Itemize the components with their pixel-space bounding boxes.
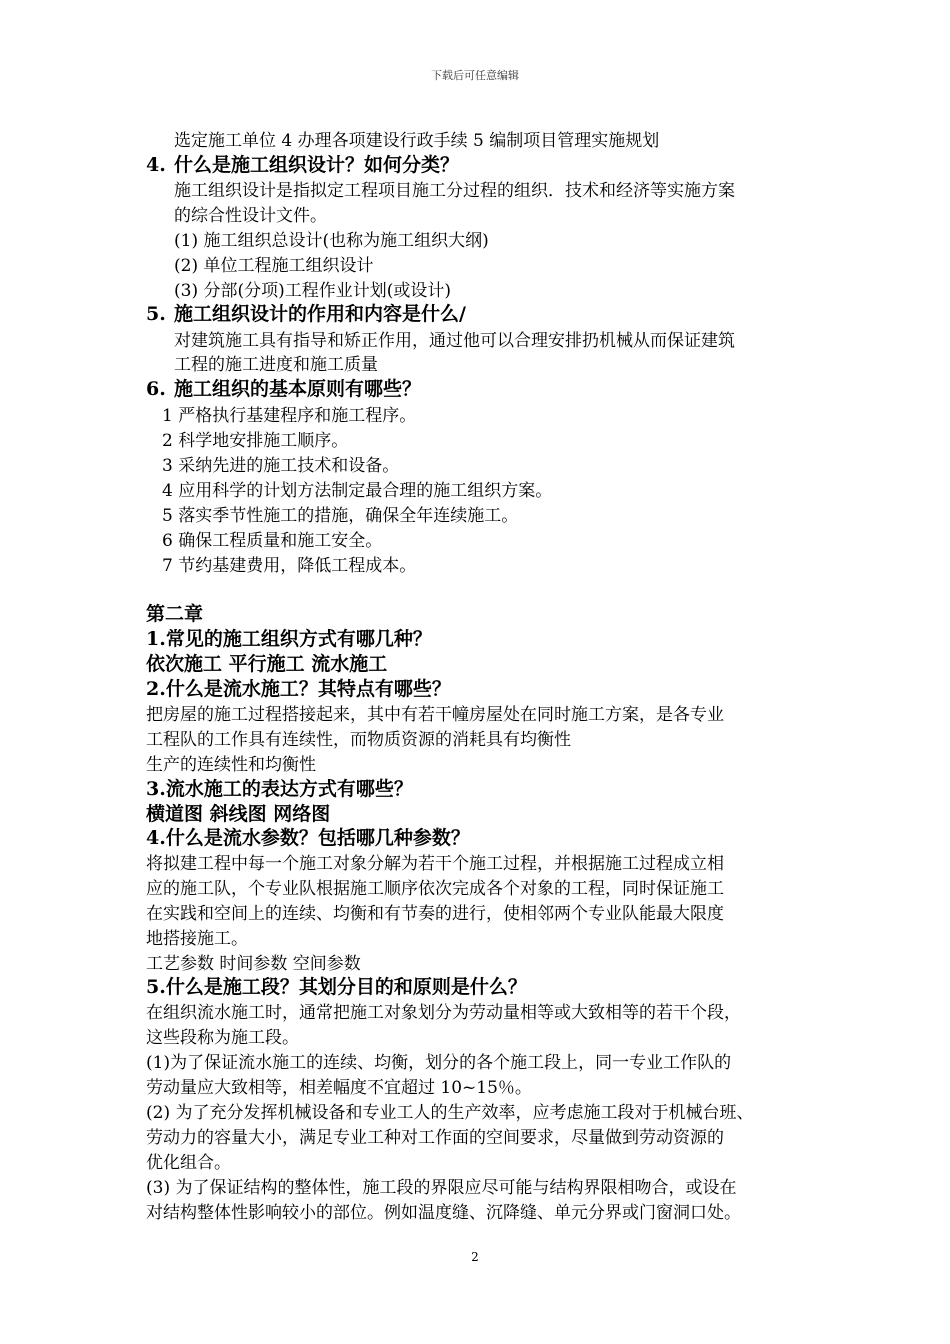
- text-line: [162, 401, 416, 426]
- line-text: 5.什么是施工段？其划分目的和原则是什么？: [146, 976, 527, 998]
- line-text: 横道图 斜线图 网络图: [146, 803, 331, 825]
- list-number: 4.: [146, 154, 166, 176]
- text-line: [162, 501, 518, 526]
- text-line: [162, 426, 348, 451]
- line-text: 6 确保工程质量和施工安全。: [162, 531, 383, 551]
- page-number: 2: [471, 1250, 479, 1264]
- text-line: [174, 126, 659, 151]
- text-line: [162, 451, 399, 476]
- line-text: (1) 施工组织总设计(也称为施工组织大纲): [174, 231, 489, 251]
- line-text: 依次施工 平行施工 流水施工: [146, 653, 388, 675]
- line-text: 施工组织的基本原则有哪些？: [174, 378, 422, 400]
- line-text: (3) 为了保证结构的整体性，施工段的界限应尽可能与结构界限相吻合，或设在: [146, 1178, 737, 1198]
- line-text: 优化组合。: [146, 1153, 231, 1173]
- text-line: [174, 276, 451, 301]
- line-text: (1)为了保证流水施工的连续、均衡，划分的各个施工段上，同一专业工作队的: [146, 1053, 732, 1073]
- line-text: 应的施工队，个专业队根据施工顺序依次完成各个对象的工程，同时保证施工: [146, 879, 724, 899]
- text-line: [146, 1123, 724, 1148]
- line-text: 这些段称为施工段。: [146, 1028, 299, 1048]
- heading-line: [146, 374, 421, 401]
- text-line: [146, 949, 361, 974]
- line-text: 5 落实季节性施工的措施，确保全年连续施工。: [162, 506, 519, 526]
- line-text: 工艺参数 时间参数 空间参数: [146, 954, 361, 974]
- text-line: [146, 1023, 299, 1048]
- line-text: 3 采纳先进的施工技术和设备。: [162, 456, 400, 476]
- line-text: (2) 单位工程施工组织设计: [174, 256, 374, 276]
- line-text: (3) 分部(分项)工程作业计划(或设计): [174, 281, 452, 301]
- text-line: [174, 201, 327, 226]
- text-line: [146, 1198, 741, 1223]
- heading-line: [146, 774, 413, 801]
- heading-line: [146, 823, 470, 850]
- line-text: 7 节约基建费用，降低工程成本。: [162, 556, 417, 576]
- heading-line: [146, 799, 330, 826]
- line-text: 劳动量应大致相等，相差幅度不宜超过 10~15％。: [146, 1078, 532, 1098]
- line-text: 工程的施工进度和施工质量: [174, 355, 378, 375]
- text-line: [162, 526, 382, 551]
- line-text: 2 科学地安排施工顺序。: [162, 431, 349, 451]
- line-text: 施工组织设计的作用和内容是什么/: [174, 303, 466, 325]
- text-line: [146, 874, 724, 899]
- line-text: 对建筑施工具有指导和矫正作用，通过他可以合理安排扔机械从而保证建筑: [174, 331, 735, 351]
- line-text: 4 应用科学的计划方法制定最合理的施工组织方案。: [162, 481, 553, 501]
- line-text: 地搭接施工。: [146, 929, 248, 949]
- line-text: 在组织流水施工时，通常把施工对象划分为劳动量相等或大致相等的若干个段，: [146, 1003, 741, 1023]
- line-text: 把房屋的施工过程搭接起来，其中有若干幢房屋处在同时施工方案，是各专业: [146, 705, 724, 725]
- list-number: 6.: [146, 378, 166, 400]
- text-line: [174, 350, 378, 375]
- list-number: 5.: [146, 303, 166, 325]
- text-line: [174, 251, 373, 276]
- line-text: 施工组织设计是指拟定工程项目施工分过程的组织．技术和经济等实施方案: [174, 181, 735, 201]
- text-line: [146, 1098, 753, 1123]
- line-text: 第二章: [146, 603, 204, 625]
- line-text: 2.什么是流水施工？其特点有哪些？: [146, 678, 451, 700]
- text-line: [146, 750, 316, 775]
- text-line: [146, 899, 724, 924]
- line-text: 将拟建工程中每一个施工对象分解为若干个施工过程，并根据施工过程成立相: [146, 854, 724, 874]
- line-text: 选定施工单位 4 办理各项建设行政手续 5 编制项目管理实施规划: [174, 131, 660, 151]
- line-text: 劳动力的容量大小，满足专业工种对工作面的空间要求，尽量做到劳动资源的: [146, 1128, 724, 1148]
- line-text: 生产的连续性和均衡性: [146, 755, 316, 775]
- heading-line: [146, 674, 451, 701]
- line-text: (2) 为了充分发挥机械设备和专业工人的生产效率，应考虑施工段对于机械台班、: [146, 1103, 754, 1123]
- text-line: [174, 226, 489, 251]
- text-line: [174, 326, 735, 351]
- text-line: [146, 1073, 532, 1098]
- text-line: [174, 176, 735, 201]
- heading-line: [146, 599, 203, 626]
- heading-line: [146, 972, 527, 999]
- line-text: 4.什么是流水参数？包括哪几种参数？: [146, 827, 470, 849]
- line-text: 对结构整体性影响较小的部位。例如温度缝、沉降缝、单元分界或门窗洞口处。: [146, 1203, 741, 1223]
- line-text: 什么是施工组织设计？如何分类？: [174, 154, 460, 176]
- line-text: 工程队的工作具有连续性，而物质资源的消耗具有均衡性: [146, 730, 571, 750]
- text-line: [146, 1048, 731, 1073]
- text-line: [146, 700, 724, 725]
- text-line: [146, 849, 724, 874]
- line-text: 3.流水施工的表达方式有哪些？: [146, 778, 413, 800]
- line-text: 1 严格执行基建程序和施工程序。: [162, 406, 417, 426]
- text-line: [146, 998, 741, 1023]
- heading-line: [146, 624, 432, 651]
- text-line: [146, 924, 248, 949]
- heading-line: [146, 299, 466, 326]
- text-line: [146, 1173, 736, 1198]
- heading-line: [146, 150, 459, 177]
- text-line: [162, 551, 416, 576]
- line-text: 1.常见的施工组织方式有哪几种？: [146, 628, 432, 650]
- page-header: 下载后可任意编辑: [431, 69, 519, 82]
- line-text: 的综合性设计文件。: [174, 206, 327, 226]
- text-line: [146, 1148, 231, 1173]
- text-line: [146, 725, 571, 750]
- text-line: [162, 476, 552, 501]
- heading-line: [146, 649, 387, 676]
- line-text: 在实践和空间上的连续、均衡和有节奏的进行，使相邻两个专业队能最大限度: [146, 904, 724, 924]
